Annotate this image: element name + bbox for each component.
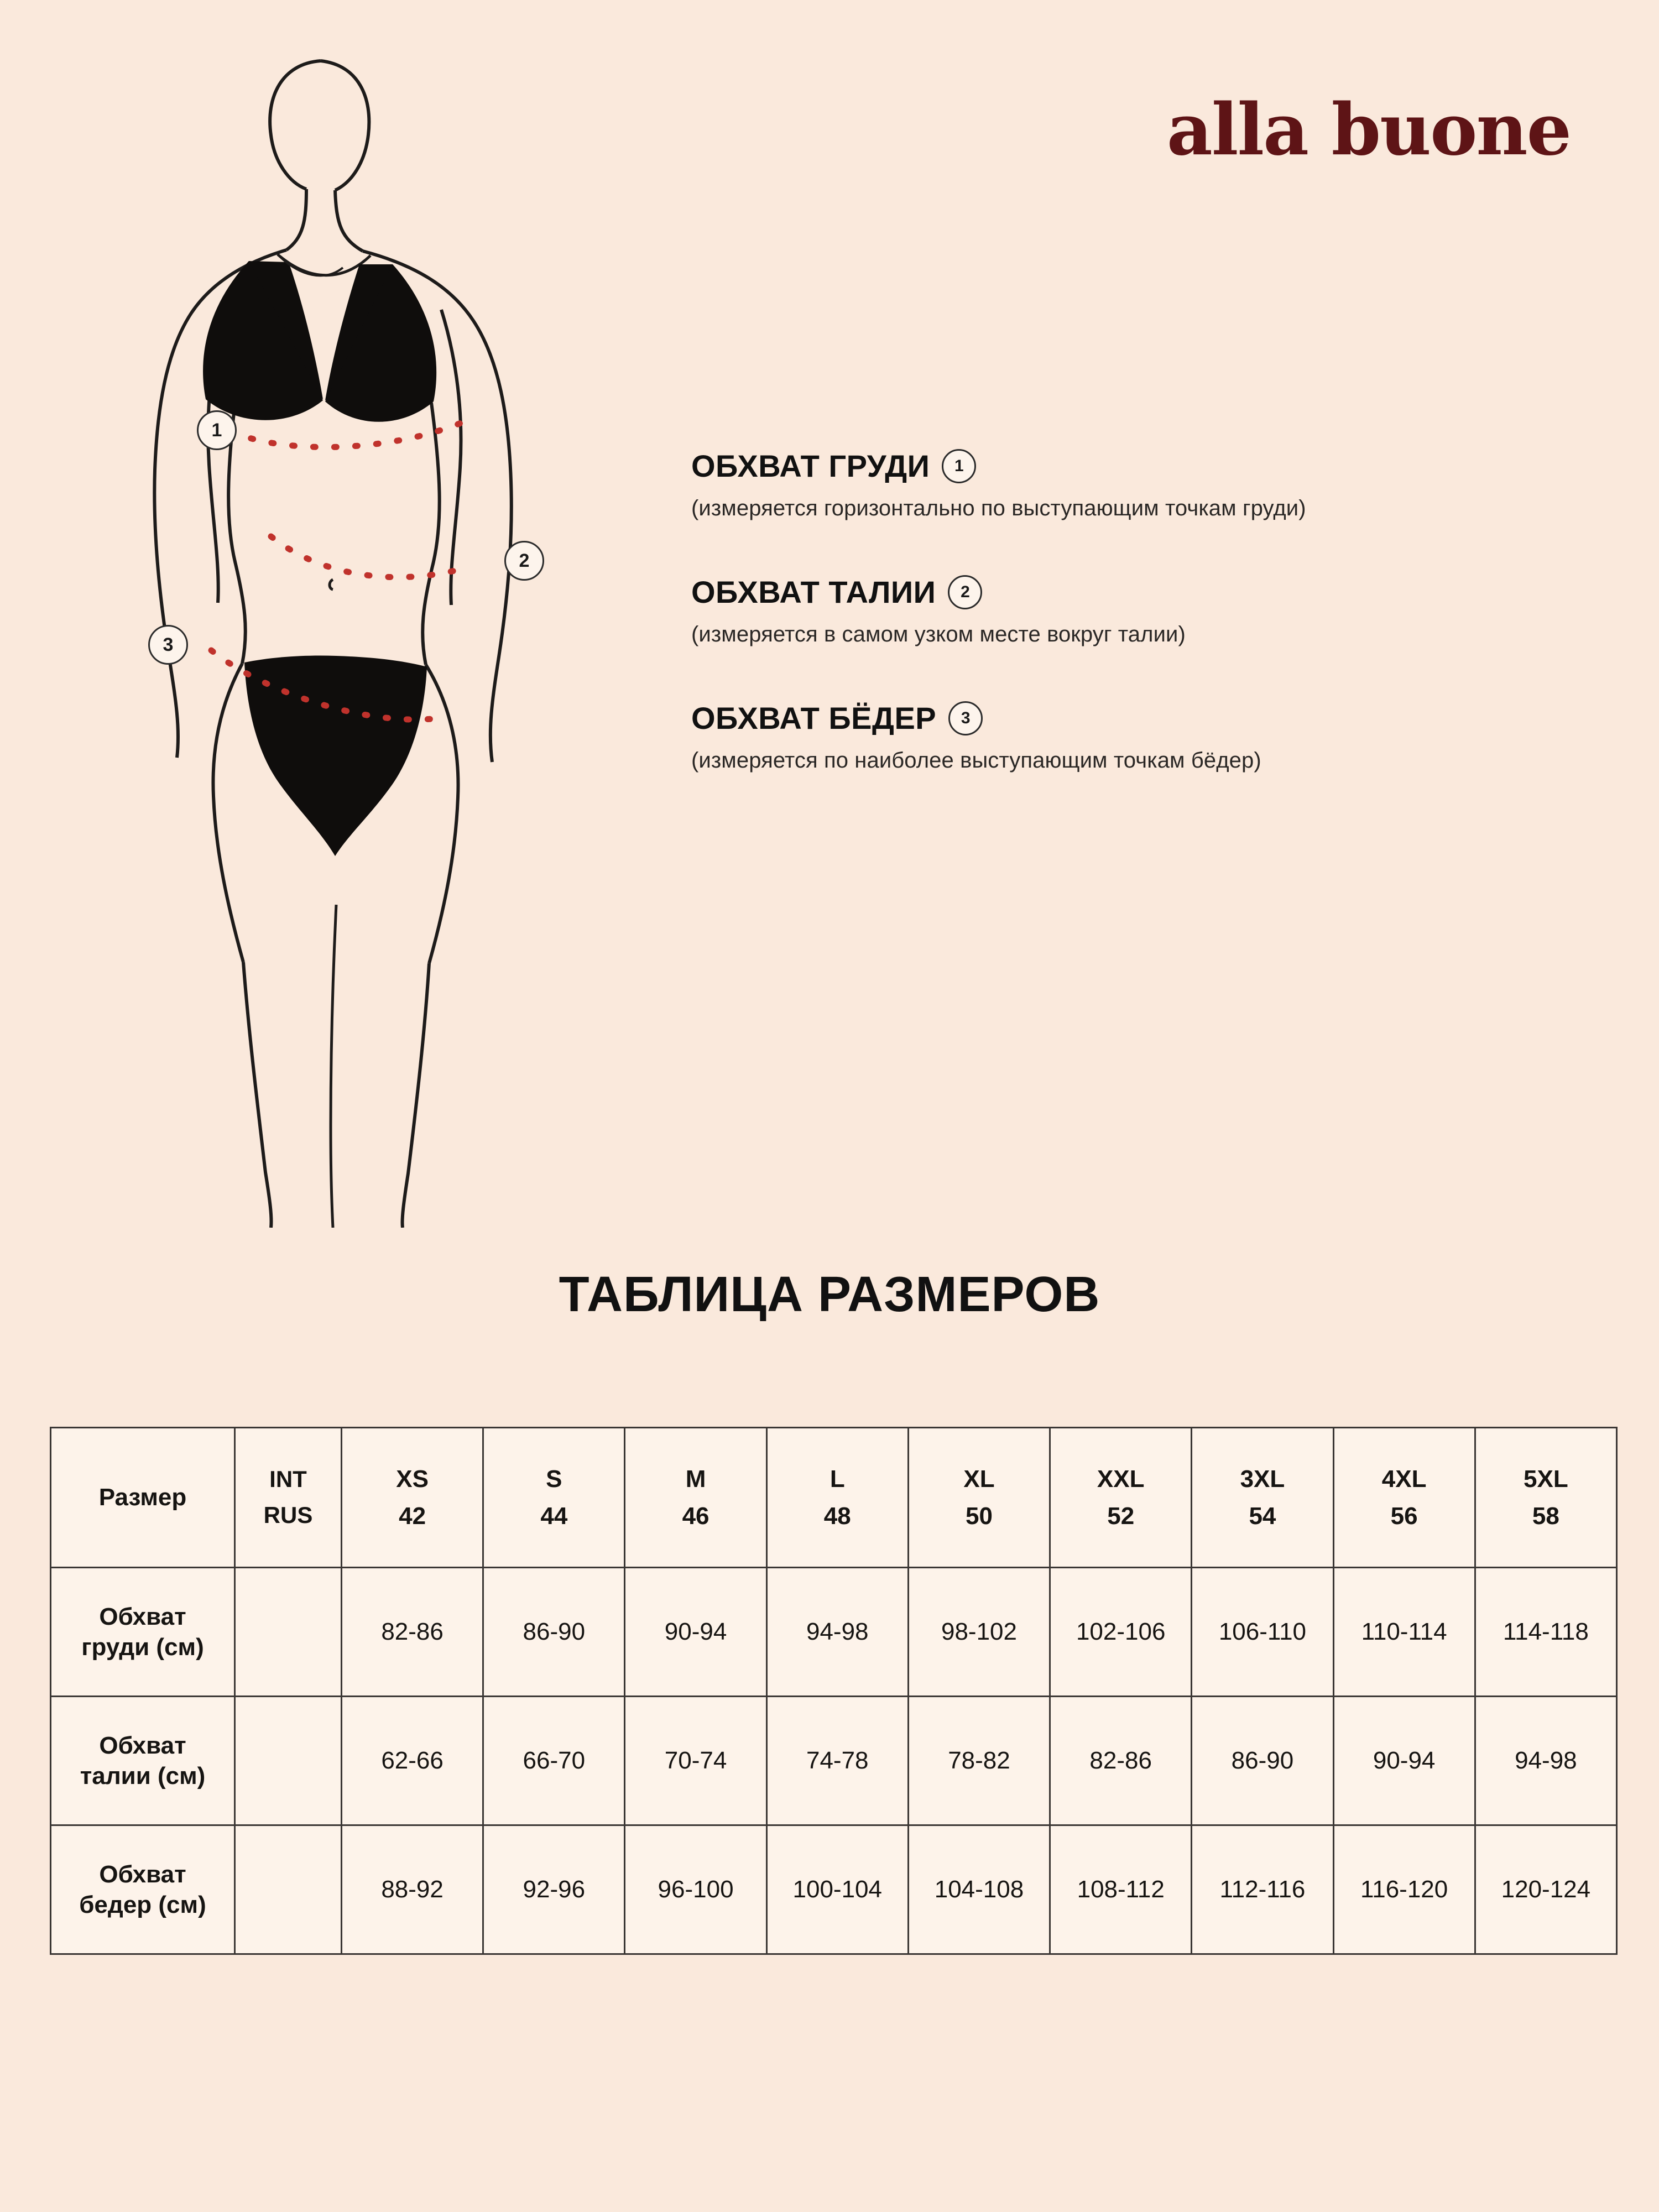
table-header-col-5xl (1475, 1428, 1616, 1568)
legend-note-hips: (измеряется по наиболее выступающим точкам бёдер) (691, 748, 1261, 773)
cell-waist-l: 74-78 (766, 1697, 908, 1825)
figure-badge-bust: 1 (197, 410, 237, 450)
female-figure-illustration (83, 44, 680, 1228)
col-int-s: S (546, 1465, 562, 1493)
cell-bust-s: 86-90 (483, 1568, 625, 1697)
cell-hips-5xl: 120-124 (1475, 1825, 1616, 1954)
col-int-4xl: 4XL (1381, 1465, 1427, 1493)
cell-bust-xl: 98-102 (908, 1568, 1050, 1697)
cell-bust-l: 94-98 (766, 1568, 908, 1697)
legend-title-hips: ОБХВАТ БЁДЕР (691, 701, 937, 735)
row-label-bust-line2: груди (см) (81, 1634, 204, 1661)
table-header-col-xxl (1050, 1428, 1192, 1568)
col-rus-50: 50 (966, 1503, 993, 1530)
page-title: ТАБЛИЦА РАЗМЕРОВ (559, 1267, 1100, 1322)
table-header-col-s (483, 1428, 625, 1568)
table-header-col-4xl (1333, 1428, 1475, 1568)
brand-logo: alla buone (1166, 88, 1571, 171)
table-row (51, 1697, 1617, 1825)
col-int-xxl: XXL (1097, 1465, 1145, 1493)
cell-waist-intrus (235, 1697, 342, 1825)
cell-waist-xl: 78-82 (908, 1697, 1050, 1825)
row-label-hips (51, 1825, 235, 1954)
figure-badge-waist: 2 (504, 541, 544, 581)
col-int-m: M (685, 1465, 706, 1493)
legend-badge-bust: 1 (942, 449, 976, 483)
cell-waist-m: 70-74 (625, 1697, 766, 1825)
table-header-col-3xl (1192, 1428, 1333, 1568)
col-int-l: L (830, 1465, 845, 1493)
col-int-xl: XL (963, 1465, 995, 1493)
cell-waist-xs: 62-66 (342, 1697, 483, 1825)
cell-bust-4xl: 110-114 (1333, 1568, 1475, 1697)
legend-badge-waist: 2 (948, 575, 982, 609)
row-label-waist (51, 1697, 235, 1825)
row-label-bust-line1: Обхват (99, 1603, 186, 1630)
cell-bust-xs: 82-86 (342, 1568, 483, 1697)
legend-badge-hips: 3 (948, 701, 983, 735)
cell-waist-xxl: 82-86 (1050, 1697, 1192, 1825)
row-label-hips-line2: бедер (см) (79, 1891, 206, 1918)
legend-note-bust: (измеряется горизонтально по выступающим точкам груди) (691, 496, 1306, 520)
cell-hips-intrus (235, 1825, 342, 1954)
col-int-xs: XS (396, 1465, 429, 1493)
cell-waist-3xl: 86-90 (1192, 1697, 1333, 1825)
cell-waist-4xl: 90-94 (1333, 1697, 1475, 1825)
legend-item-bust (691, 448, 1598, 521)
col-rus-54: 54 (1249, 1503, 1276, 1530)
row-label-bust (51, 1568, 235, 1697)
table-header-col-l (766, 1428, 908, 1568)
table-header-col-m (625, 1428, 766, 1568)
row-label-waist-line2: талии (см) (80, 1762, 206, 1790)
col-rus-44: 44 (540, 1503, 568, 1530)
col-rus-56: 56 (1390, 1503, 1418, 1530)
cell-waist-5xl: 94-98 (1475, 1697, 1616, 1825)
cell-hips-4xl: 116-120 (1333, 1825, 1475, 1954)
row-label-hips-line1: Обхват (99, 1861, 186, 1888)
cell-hips-s: 92-96 (483, 1825, 625, 1954)
legend-title-waist: ОБХВАТ ТАЛИИ (691, 575, 936, 609)
legend-title-bust: ОБХВАТ ГРУДИ (691, 448, 930, 483)
cell-bust-5xl: 114-118 (1475, 1568, 1616, 1697)
cell-hips-l: 100-104 (766, 1825, 908, 1954)
size-table-wrap (50, 1427, 1618, 1955)
cell-hips-3xl: 112-116 (1192, 1825, 1333, 1954)
table-header-row (51, 1428, 1617, 1568)
col-rus-48: 48 (823, 1503, 851, 1530)
legend-item-waist (691, 574, 1598, 647)
table-header-col-xs (342, 1428, 483, 1568)
row-label-waist-line1: Обхват (99, 1732, 186, 1759)
table-corner-label: Размер (51, 1428, 235, 1568)
table-header-intrus (235, 1428, 342, 1568)
table-header-col-xl (908, 1428, 1050, 1568)
legend-item-hips (691, 700, 1598, 773)
col-int-3xl: 3XL (1240, 1465, 1285, 1493)
figure-badge-hips: 3 (148, 625, 188, 665)
cell-hips-xl: 104-108 (908, 1825, 1050, 1954)
col-rus-58: 58 (1532, 1503, 1559, 1530)
cell-hips-xs: 88-92 (342, 1825, 483, 1954)
cell-bust-3xl: 106-110 (1192, 1568, 1333, 1697)
cell-bust-m: 90-94 (625, 1568, 766, 1697)
measurement-legend (691, 448, 1598, 826)
table-row (51, 1568, 1617, 1697)
table-row (51, 1825, 1617, 1954)
col-rus-42: 42 (399, 1503, 426, 1530)
cell-hips-xxl: 108-112 (1050, 1825, 1192, 1954)
legend-note-waist: (измеряется в самом узком месте вокруг талии) (691, 622, 1186, 646)
size-table (50, 1427, 1618, 1955)
col-rus-52: 52 (1107, 1503, 1135, 1530)
cell-bust-xxl: 102-106 (1050, 1568, 1192, 1697)
col-int-5xl: 5XL (1524, 1465, 1568, 1493)
cell-hips-m: 96-100 (625, 1825, 766, 1954)
cell-bust-intrus (235, 1568, 342, 1697)
table-header-int: INT (269, 1466, 307, 1493)
cell-waist-s: 66-70 (483, 1697, 625, 1825)
table-header-rus: RUS (263, 1502, 313, 1528)
col-rus-46: 46 (682, 1503, 709, 1530)
